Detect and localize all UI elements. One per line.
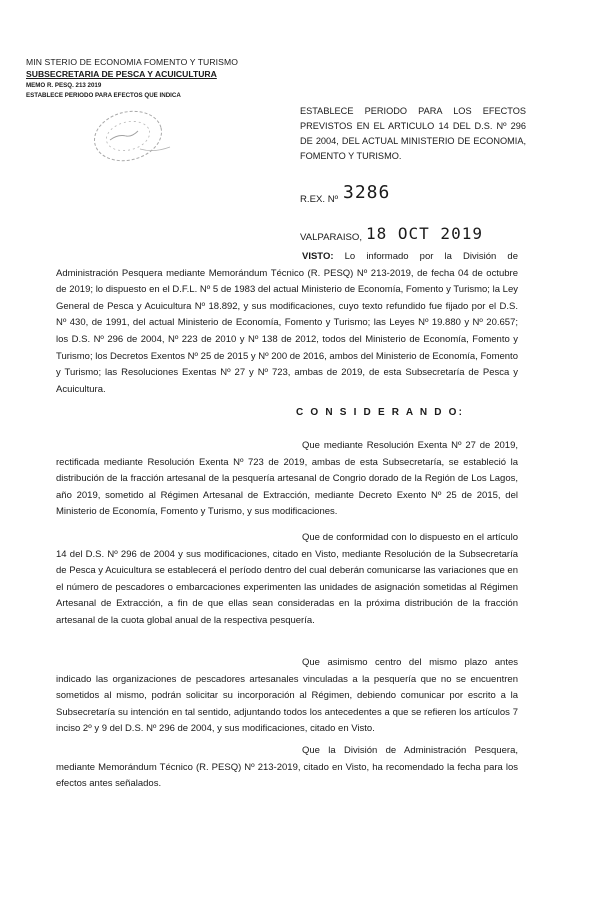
considerando-paragraph-2: Que de conformidad con lo dispuesto en el artículo 14 del D.S. Nº 296 de 2004 y sus modificaciones, citado en Visto, mediante Resolución de la Subsecretaría de Pesca y Acuicultura se establecerá el período dentro del cual deberán comunicarse las variaciones que en el número de pescadores o embarcaciones experimenten las unidades de asignación sometidas al Régimen Artesanal de Extracción, a fin de que ellas sean consideradas en la próxima distribución de la fracción artesanal de la cuota global anual de la respectiva pesquería. xyxy=(56,532,518,626)
official-seal-stamp xyxy=(80,105,190,167)
considerando-heading: C O N S I D E R A N D O: xyxy=(296,407,465,418)
considerando-paragraph-3: Que asimismo centro del mismo plazo antes indicado las organizaciones de pescadores artesanales vinculadas a la pesquería que no se encuentren sometidos al mismo, podrán solicitar su incorporación al Régimen, debiendo comunicar por escrito a la Subsecretaría su intención en tal sentido, adjuntando todos los antecedentes a que se refieren los artículos 7 inciso 2º y 9 del D.S. Nº 296 de 2004, y sus modificaciones, citado en Visto. xyxy=(56,657,518,735)
visto-paragraph xyxy=(56,249,518,398)
letterhead xyxy=(26,57,316,101)
resolution-label: R.EX. Nº xyxy=(300,194,339,205)
considerando-paragraph-4: Que la División de Administración Pesquera, mediante Memorándum Técnico (R. PESQ) Nº 213-2019, citado en Visto, ha recomendado la fecha para los efectos antes señalados. xyxy=(56,745,518,790)
considerando-paragraph-1: Que mediante Resolución Exenta Nº 27 de 2019, rectificada mediante Resolución Exenta Nº 723 de 2019, ambas de esta Subsecretaría, se estableció la distribución de la fracción artesanal de la pesquería artesanal de Congrio dorado de la Región de Los Lagos, año 2019, sometido al Régimen Artesanal de Extracción, mediante Decreto Exento Nº 25 de 2015, del Ministerio de Economía, Fomento y Turismo, y sus modificaciones. xyxy=(56,440,518,518)
memo-reference: MEMO R. PESQ. 213 2019 xyxy=(26,82,102,89)
visto-heading: VISTO: xyxy=(302,251,334,262)
ministry-name: MIN STERIO DE ECONOMIA FOMENTO Y TURISMO xyxy=(26,57,239,67)
resolution-number: 3286 xyxy=(343,182,391,203)
short-title: ESTABLECE PERIODO PARA EFECTOS QUE INDICA xyxy=(26,92,181,99)
visto-text: Lo informado por la División de Administración Pesquera mediante Memorándum Técnico (R. PESQ) Nº 213-2019, de fecha 04 de octubre de 2019; lo dispuesto en el D.F.L. Nº 5 de 1983 del actual Ministerio de Economía, Fomento y Turismo; la Ley General de Pesca y Acuicultura Nº 18.892, y sus modificaciones, cuyo texto refundido fue fijado por el D.S. Nº 430, de 1991, del actual Ministerio de Economía, Fomento y Turismo; las Leyes Nº 19.880 y Nº 20.657; los D.S. Nº 296 de 2004, Nº 223 de 2010 y Nº 138 de 2012, todos del Ministerio de Economía, Fomento y Turismo; los Decretos Exentos Nº 25 de 2015 y Nº 200 de 2016, ambos del Ministerio de Economía, Fomento y Turismo; las Resoluciones Exentas Nº 27 y Nº 723, ambas de 2019, de esta Subsecretaría de Pesca y Acuicultura. xyxy=(56,251,518,395)
resolution-date-stamp: 18 OCT 2019 xyxy=(366,224,483,243)
resolution-city: VALPARAISO, xyxy=(300,232,363,243)
resolution-subject: ESTABLECE PERIODO PARA LOS EFECTOS PREVISTOS EN EL ARTICULO 14 DEL D.S. Nº 296 DE 2004, DEL ACTUAL MINISTERIO DE ECONOMIA, FOMENTO Y TURISMO. xyxy=(300,106,526,161)
undersecretary-name: SUBSECRETARIA DE PESCA Y ACUICULTURA xyxy=(26,69,217,79)
